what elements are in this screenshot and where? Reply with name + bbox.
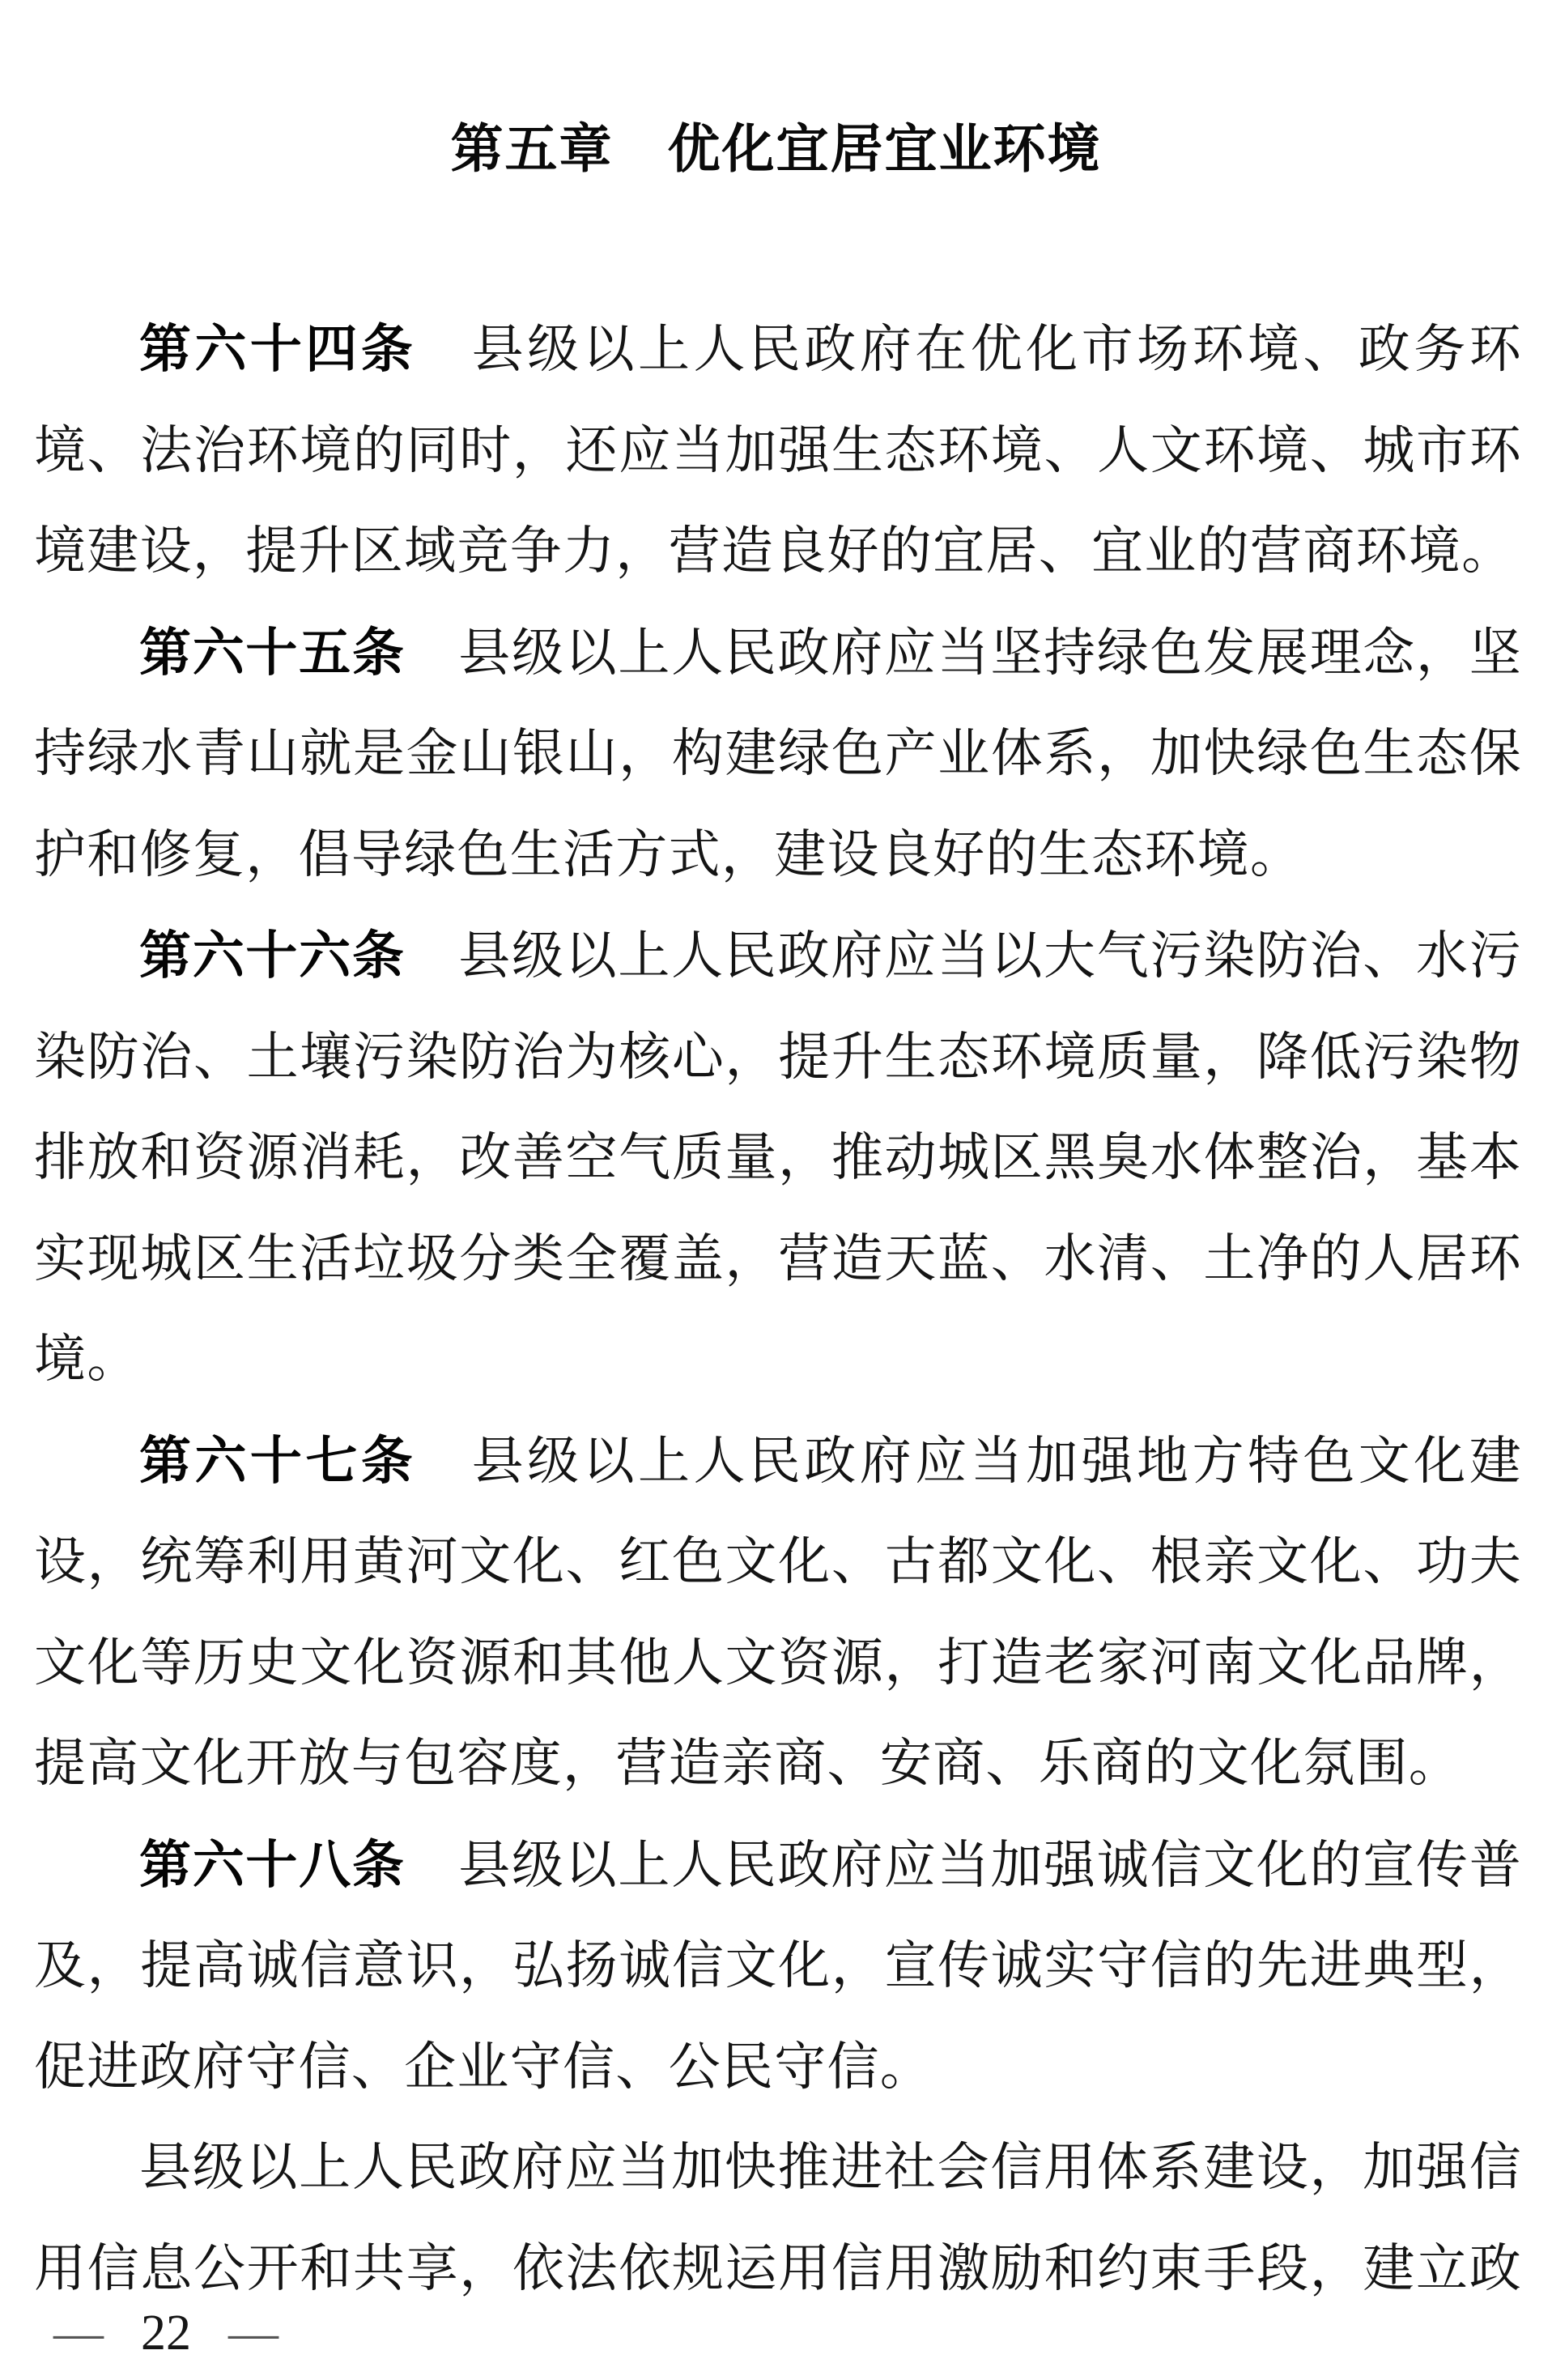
page-footer xyxy=(53,2301,279,2365)
line-text: 县级以上人民政府应当加强地方特色文化建 xyxy=(416,1432,1523,1490)
text-line xyxy=(34,905,1522,1007)
chapter-title: 第五章 优化宜居宜业环境 xyxy=(450,119,1102,178)
document-body xyxy=(34,299,1522,2319)
line-text: 护和修复，倡导绿色生活方式，建设良好的生态环境。 xyxy=(34,825,1303,883)
line-text: 县级以上人民政府应当坚持绿色发展理念，坚 xyxy=(405,624,1522,682)
line-text: 持绿水青山就是金山银山，构建绿色产业体系，加快绿色生态保 xyxy=(34,725,1522,782)
text-line xyxy=(34,1613,1522,1714)
text-line xyxy=(34,1309,1522,1411)
article-number: 第六十七条 xyxy=(139,1431,417,1490)
text-line xyxy=(34,704,1522,805)
line-text: 县级以上人民政府应当以大气污染防治、水污 xyxy=(405,927,1522,985)
line-text: 设，统筹利用黄河文化、红色文化、古都文化、根亲文化、功夫 xyxy=(34,1533,1522,1590)
text-line xyxy=(34,1209,1522,1310)
line-text: 提高文化开放与包容度，营造亲商、安商、乐商的文化氛围。 xyxy=(34,1735,1462,1792)
line-text: 县级以上人民政府应当加快推进社会信用体系建设，加强信 xyxy=(139,2139,1522,2196)
page-number: 22 xyxy=(141,2305,191,2361)
text-line xyxy=(34,1007,1522,1109)
text-line xyxy=(34,1815,1522,1917)
text-line xyxy=(34,805,1522,906)
line-text: 用信息公开和共享，依法依规运用信用激励和约束手段，建立政 xyxy=(34,2239,1522,2297)
line-text: 县级以上人民政府应当加强诚信文化的宣传普 xyxy=(405,1836,1522,1894)
line-text: 文化等历史文化资源和其他人文资源，打造老家河南文化品牌， xyxy=(34,1633,1522,1692)
footer-dash-right: — xyxy=(228,2305,279,2361)
text-line xyxy=(34,401,1522,502)
text-line xyxy=(34,602,1522,705)
line-text: 境、法治环境的同时，还应当加强生态环境、人文环境、城市环 xyxy=(34,421,1522,479)
line-text: 染防治、土壤污染防治为核心，提升生态环境质量，降低污染物 xyxy=(34,1028,1522,1086)
article-number: 第六十五条 xyxy=(139,623,406,682)
line-text: 县级以上人民政府在优化市场环境、政务环 xyxy=(416,321,1523,378)
line-text: 实现城区生活垃圾分类全覆盖，营造天蓝、水清、土净的人居环 xyxy=(34,1229,1522,1288)
text-line xyxy=(34,1411,1522,1513)
text-line xyxy=(34,2017,1522,2118)
line-text: 排放和资源消耗，改善空气质量，推动城区黑臭水体整治，基本 xyxy=(34,1129,1522,1186)
text-line xyxy=(34,501,1522,602)
article-number: 第六十六条 xyxy=(139,926,406,985)
line-text: 促进政府守信、企业守信、公民守信。 xyxy=(34,2037,933,2096)
footer-dash-left: — xyxy=(53,2305,104,2361)
line-text: 境。 xyxy=(34,1331,140,1388)
article-number: 第六十八条 xyxy=(139,1835,406,1894)
line-text: 境建设，提升区域竞争力，营造良好的宜居、宜业的营商环境。 xyxy=(34,522,1515,580)
article-number: 第六十四条 xyxy=(139,320,417,378)
text-line xyxy=(34,299,1522,401)
text-line xyxy=(34,2118,1522,2219)
line-text: 及，提高诚信意识，弘扬诚信文化，宣传诚实守信的先进典型， xyxy=(34,1937,1522,1995)
text-line xyxy=(34,1916,1522,2017)
text-line xyxy=(34,1714,1522,1815)
text-line xyxy=(34,1512,1522,1613)
text-line xyxy=(34,1108,1522,1209)
